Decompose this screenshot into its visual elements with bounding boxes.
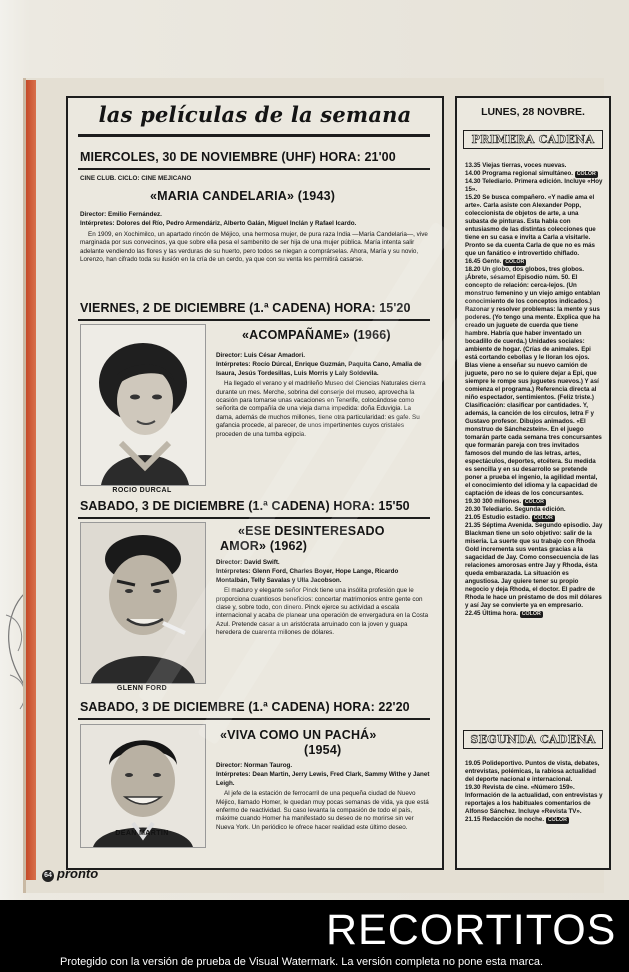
- program-item: 13.35 Viejas tierras, voces nuevas.: [465, 162, 567, 169]
- schedule-date: LUNES, 28 NOVBRE.: [481, 106, 585, 118]
- color-badge: COLOR: [521, 611, 541, 617]
- section-4-synopsis: Al jefe de la estación de ferrocarril de una pequeña ciudad de Nuevo Méjico, llamado Homer, le quedan muy pocas semanas de vida, ya que está enfermo de reactividad. Su caso levanta la compasión de todo el país, máxime cuando Homer ha manifestado su deseo de no morirse sin ver Nueva York. Un periódico le ofrece hacer realidad este último deseo.: [216, 790, 429, 831]
- section-1-divider: [78, 168, 430, 170]
- section-1-cycle: CINE CLUB. CICLO: CINE MEJICANO: [80, 175, 192, 182]
- section-1-director: Director: Emilio Fernández.: [80, 211, 162, 218]
- section-1-cast: Intérpretes: Dolores del Río, Pedro Armendáriz, Alberto Galán, Miguel Inclán y Rafael Icardo.: [80, 220, 357, 228]
- section-2-info: [216, 352, 430, 440]
- section-1-film-title: «MARIA CANDELARIA» (1943): [150, 189, 336, 203]
- section-4-film-title-line1: «VIVA COMO UN PACHÁ»: [220, 728, 377, 742]
- section-2-heading: VIERNES, 2 DE DICIEMBRE (1.ª CADENA) HORA: 15'20: [80, 301, 411, 315]
- section-3-heading: SABADO, 3 DE DICIEMBRE (1.ª CADENA) HORA: 15'50: [80, 499, 410, 513]
- section-3-divider: [78, 517, 430, 519]
- portrait-icon: [81, 325, 205, 485]
- section-4-cast: Intérpretes: Dean Martin, Jerry Lewis, Fred Clark, Sammy Withe y Janet Leigh.: [216, 771, 430, 787]
- section-4-director: Director: Norman Taurog.: [216, 762, 293, 769]
- section-2-divider: [78, 319, 430, 321]
- title-divider: [78, 134, 430, 137]
- magazine-footer: [42, 866, 98, 882]
- section-1-heading: MIERCOLES, 30 DE NOVIEMBRE (UHF) HORA: 21'00: [80, 150, 396, 164]
- glenn-ford-caption: GLENN FORD: [116, 685, 168, 692]
- portrait-icon: [81, 523, 205, 683]
- color-badge: COLOR: [576, 171, 596, 177]
- segunda-cadena-header: SEGUNDA CADENA: [463, 730, 603, 749]
- rocio-durcal-photo: [80, 324, 206, 486]
- program-item: 19.30 300 millones. COLOR: [465, 498, 544, 505]
- program-item: 14.00 Programa regional simultáneo. COLOR: [465, 170, 596, 177]
- section-3-director: Director: David Swift.: [216, 559, 280, 566]
- magazine-edge: [26, 80, 36, 880]
- movies-panel: [66, 96, 444, 870]
- section-1-info: [80, 211, 430, 265]
- section-3-cast: Intérpretes: Glenn Ford, Charles Boyer, Hope Lange, Ricardo Montalbán, Telly Savalas y Ulla Jacobson.: [216, 568, 399, 584]
- program-item: 19.30 Revista de cine. «Número 159». Información de la actualidad, con entrevistas y reportajes a los habituales comentarios de Alfonso Sánchez. Incluye «Revista TV».: [465, 784, 603, 815]
- color-badge: COLOR: [547, 817, 567, 823]
- color-badge: COLOR: [533, 515, 553, 521]
- program-item: 20.30 Telediario. Segunda edición.: [465, 506, 566, 513]
- section-3-synopsis: El maduro y elegante señor Pinck tiene una insólita profesión que le proporciona cuantiosos beneficios: concertar matrimonios entre gente con clase y, sobre todo, con dinero. Pinck ejerce su actividad a escala internacional y acaba de planear una operación de envergadura en la Costa Azul. Pretende casar a un aristócrata arruinado con la joven y guapa heredera de cuarenta millones de dólares.: [216, 587, 429, 637]
- program-item: 14.30 Telediario. Primera edición. Incluye «Hoy 15».: [465, 178, 603, 193]
- program-item: 15.20 Se busca compañero. «Y nadie ama el arte». Carla asiste con Alexander Popp, coleccionista de objetos de arte, a una subasta de pinturas. Esta habla con entusiasmo de las distintas colecciones que tiene en su casa e invita a Carla a visitarle. Pronto se da cuenta Carla de que no es más que un fanático e introvertido chiflado.: [465, 194, 596, 257]
- program-item: 22.45 Última hora. COLOR: [465, 610, 541, 617]
- portrait-icon: [81, 725, 205, 847]
- tv-schedule-panel: [455, 96, 611, 870]
- section-3-film-title-line1: «ESE DESINTERESADO: [238, 524, 385, 538]
- primera-cadena-list: [465, 162, 603, 618]
- program-item: 21.35 Séptima Avenida. Segundo episodio. Jay Blackman tiene un solo objetivo: salir de la miseria. La suerte que su trabajo con Rhoda Gold incrementa sus ventas gracias a la sagacidad de Jay. Como consecuencia de las relaciones amorosas entre Jay y Rhoda, ésta queda embarazada. La situación es angustiosa. Jay quiere tener su propio negocio y deja Rhoda, el doctor. El padre de Rhoda le hace un préstamo de dos mil dólares y así Jay se convierte ya en empresario.: [465, 522, 603, 609]
- page-number: 64: [42, 870, 54, 882]
- watermark-brand: RECORTITOS: [326, 906, 617, 954]
- rocio-durcal-caption: ROCIO DURCAL: [112, 487, 172, 494]
- magazine-logo: pronto: [57, 866, 99, 881]
- section-3-info: [216, 559, 430, 639]
- color-badge: COLOR: [505, 259, 525, 265]
- program-item: 18.20 Un globo, dos globos, tres globos. ¡Ábrete, sésamo! Episodio núm. 50. El concepto de relación: cerca-lejos. (Un monstruo femenino y un viejo amigo entablan conocimiento de los conceptos indicados.) Razonar y resolver problemas: la mente y sus poderes. (Yo tengo una mente. Explica que ha creado un juguete de cuerda que tiene hambre. Habría que haber inventado un bocadillo de cuerda.) Unidades sociales: ambiente de hogar. (Crías de animales. Epi está cortando cebollas y le lloran los ojos. Blas viene a enseñar su nuevo camión de juguete, pero no se lo quiere dejar a Epi, que siempre le rompe sus juguetes nuevos.) Y así comienza el programa.) Referencia directa al niño espectador, sentimientos. (Feliz triste.) Clasificación: clasificar por cantidades. Y, además, la canción de los círculos, letra F y Gustavo profesor. Dibujos animados. «El monstruo de Sánchezstein». En el juego tomarán parte cada semana tres concursantes que formarán pareja con tres invitados famosos del mundo de las letras, artes, espectáculos, deportes, etcétera. Su medida es sencilla y en su desarrollo se pretende poner a prueba el ingenio, la agilidad mental, el conocimiento del idioma y la capacidad de captación de ideas de los concursantes.: [465, 266, 602, 497]
- section-2-film-title: «ACOMPAÑAME» (1966): [242, 328, 391, 342]
- section-4-divider: [78, 718, 430, 720]
- program-item: 21.15 Redacción de noche. COLOR: [465, 816, 567, 823]
- watermark-note: Protegido con la versión de prueba de Visual Watermark. La versión completa no pone esta marca.: [60, 956, 544, 968]
- dean-martin-caption: DEAN MARTIN: [115, 830, 169, 837]
- glenn-ford-photo: [80, 522, 206, 684]
- page-title: las películas de la semana: [98, 102, 412, 127]
- section-4-heading: SABADO, 3 DE DICIEMBRE (1.ª CADENA) HORA: 22'20: [80, 700, 410, 714]
- section-2-director: Director: Luis César Amadori.: [216, 352, 305, 359]
- program-item: 19.05 Polideportivo. Puntos de vista, debates, entrevistas, polémicas, la rabiosa actualidad del deporte nacional e internacional.: [465, 760, 600, 783]
- program-item: 21.05 Estudio estadio. COLOR: [465, 514, 553, 521]
- segunda-cadena-list: [465, 760, 603, 824]
- section-4-info: [216, 762, 430, 833]
- section-2-cast: Intérpretes: Rocío Dúrcal, Enrique Guzmán, Paquita Cano, Amalia de Isaura, Jesús Tordesillas, Luis Morris y Laly Soldevila.: [216, 361, 422, 377]
- color-badge: COLOR: [524, 499, 544, 505]
- primera-cadena-header: PRIMERA CADENA: [463, 130, 603, 149]
- section-3-film-title-line2: AMOR» (1962): [220, 539, 308, 553]
- section-1-synopsis: En 1909, en Xochimilco, un apartado rincón de Méjico, una hermosa mujer, de pura raza India —María Candelaria—, vive marginada por sus convecinos, ya que sobre ella pesa el sambenito de ser hija de una mujer pública. María intenta salir adelante vendiendo las flores y las verduras de su huerto, pero todos se niegan a comprárselas. Ahora, María y su novio, Lorenzo, han cifrado toda su ilusión en la cría de un cerdo, ya que con su venta les permitirá casarse.: [80, 230, 428, 264]
- section-2-synopsis: Ha llegado el verano y el madrileño Museo del Ciencias Naturales cierra durante un mes. Merche, sobrina del conserje del museo, aprovecha la ocasión para tomarse unas vacaciones en Tenerife, colocándose como señorita de compañía de una vieja dama impedida: doña Eduvigia. La dama, además de muchos millones, tiene otra particularidad: es gafe. Su gafancia procede, al parecer, de unos impertinentes cuyos cristales proceden de una tumba egipcia.: [216, 380, 426, 438]
- section-4-film-title-line2: (1954): [304, 743, 342, 757]
- program-item: 16.45 Gente. COLOR: [465, 258, 525, 265]
